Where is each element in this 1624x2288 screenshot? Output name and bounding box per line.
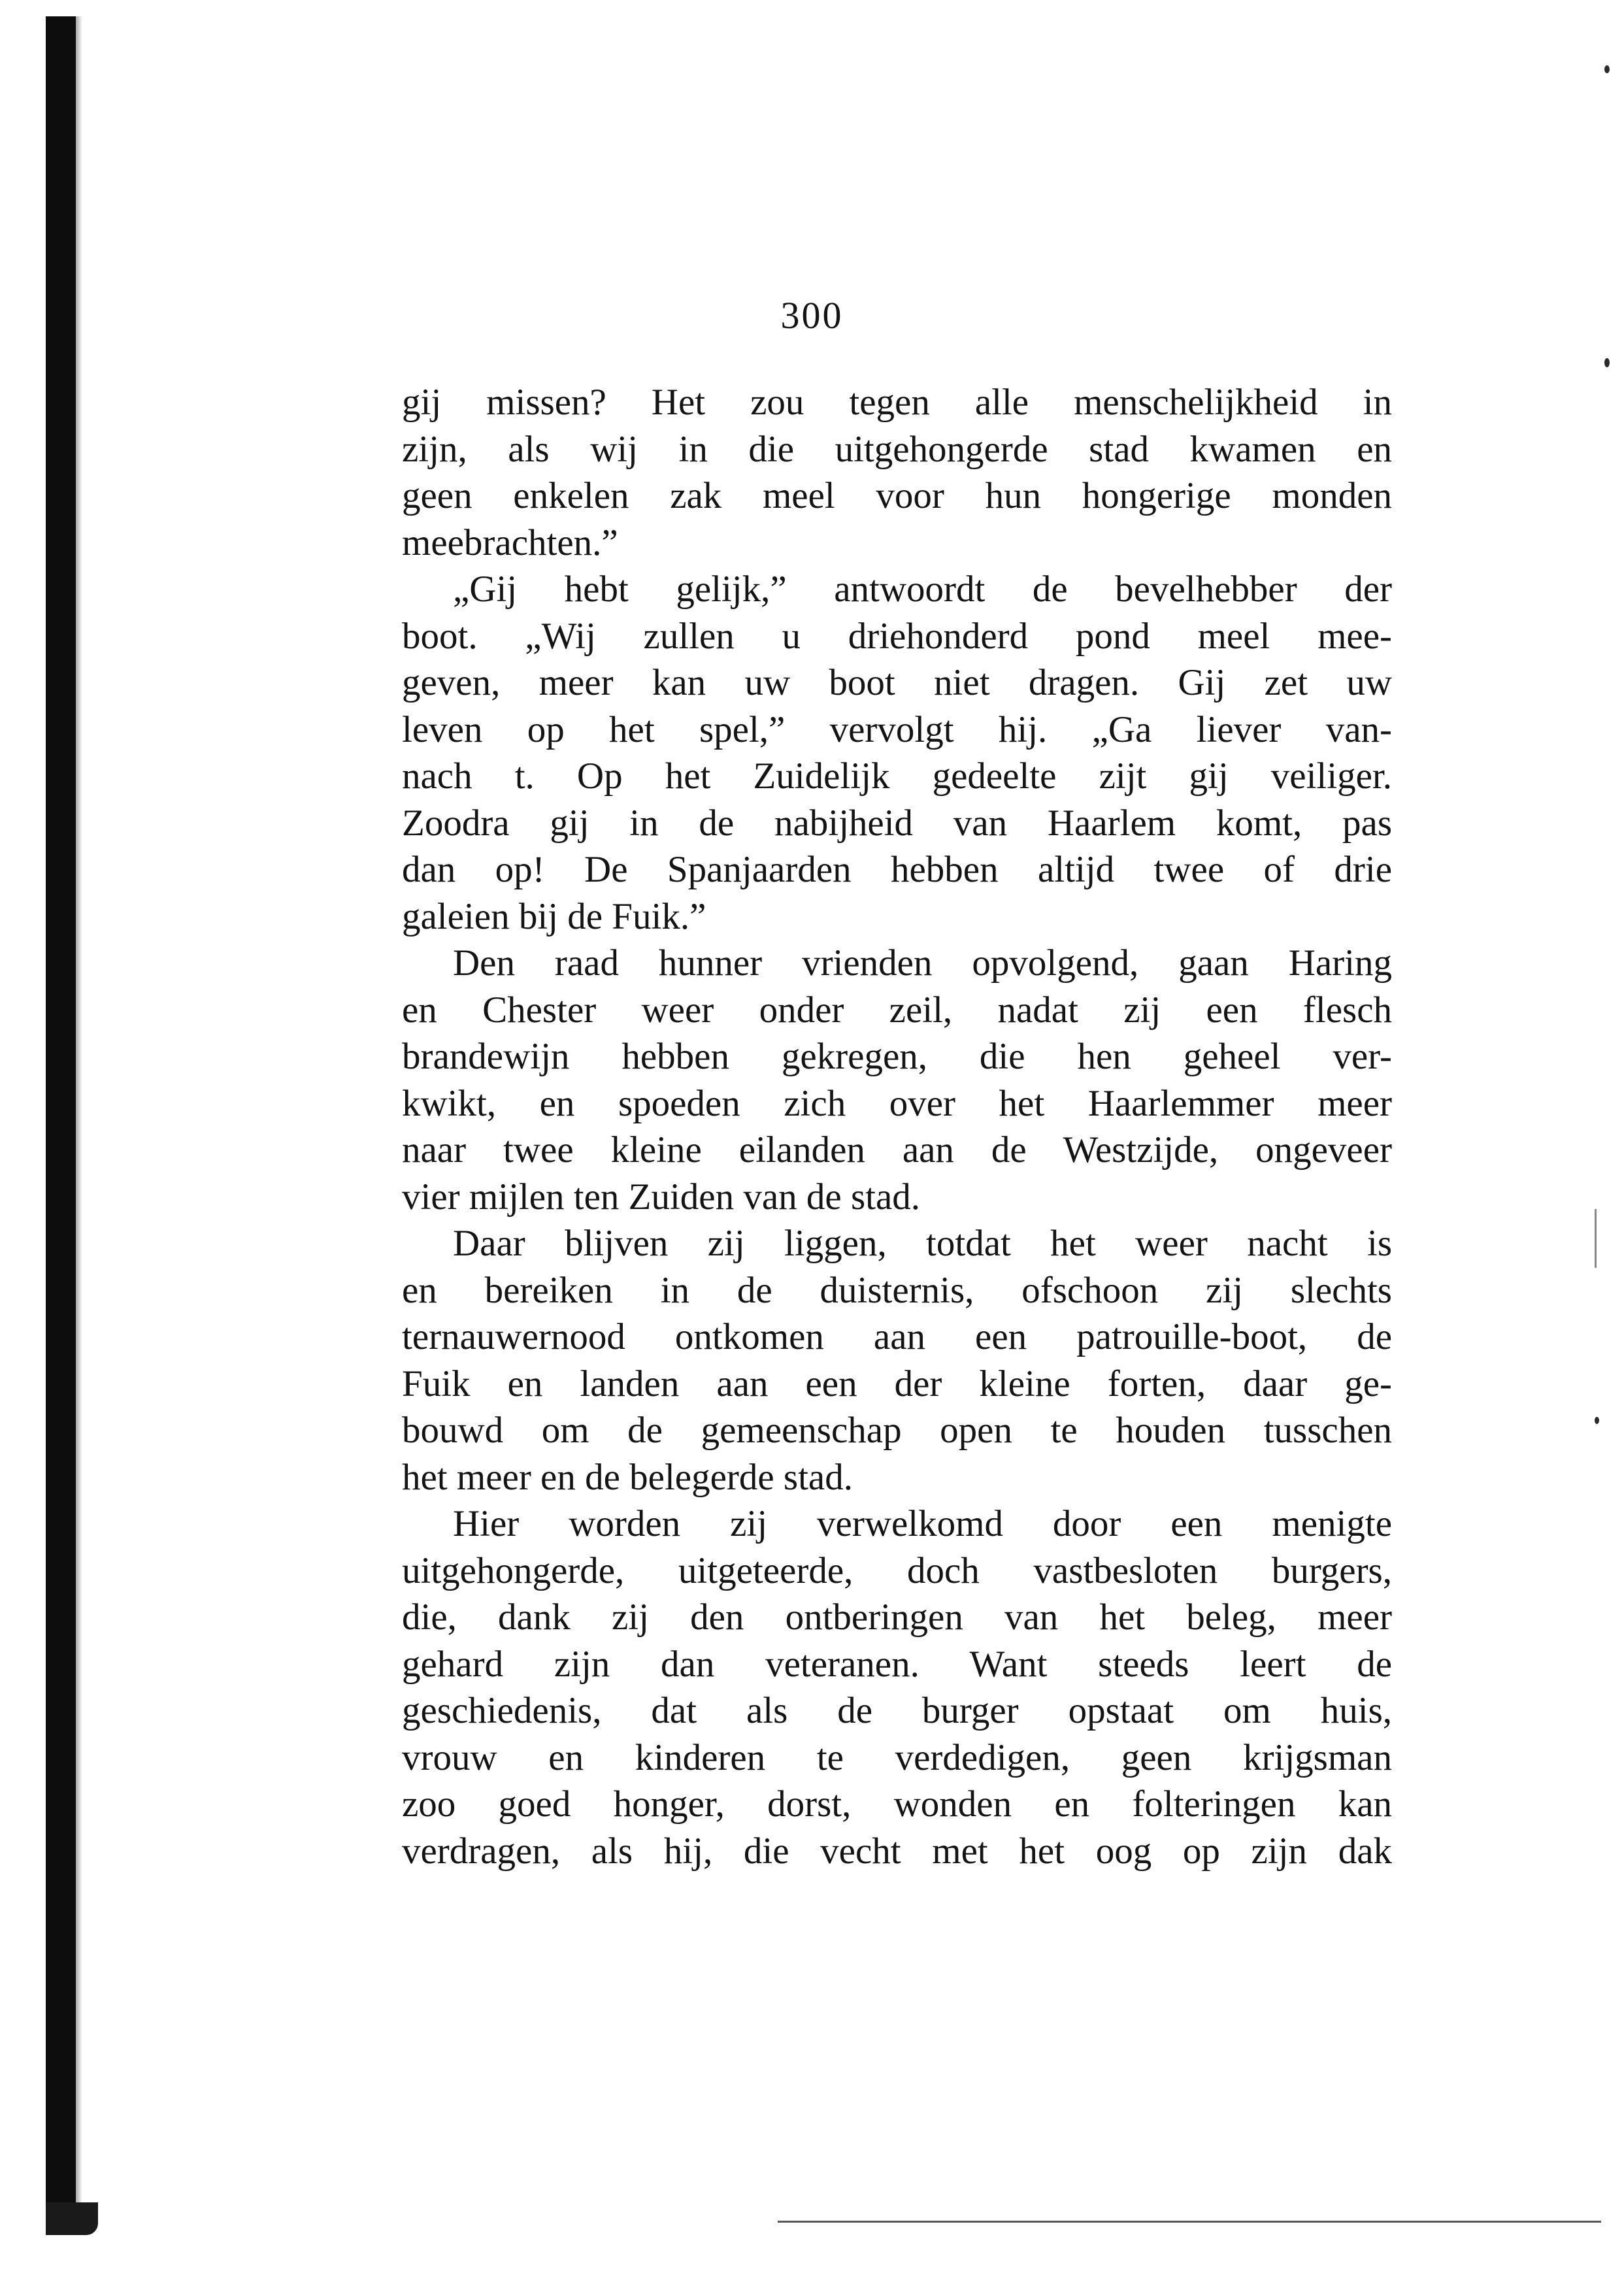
text-line: Den raad hunner vrienden opvolgend, gaan Haring — [453, 942, 1392, 984]
text-line: dan op! De Spanjaarden hebben altijd twee of drie — [402, 849, 1392, 890]
text-line: vier mijlen ten Zuiden van de stad. — [402, 1176, 921, 1218]
text-line: geven, meer kan uw boot niet dragen. Gij zet uw — [402, 662, 1392, 703]
text-line: naar twee kleine eilanden aan de Westzijde, ongeveer — [402, 1129, 1392, 1170]
text-line: brandewijn hebben gekregen, die hen geheel ver- — [402, 1036, 1392, 1077]
text-line: leven op het spel,” vervolgt hij. „Ga liever van- — [402, 708, 1392, 750]
text-line: nach t. Op het Zuidelijk gedeelte zijt gij veiliger. — [402, 755, 1392, 797]
page-number: 300 — [780, 294, 844, 337]
text-line: bouwd om de gemeenschap open te houden tusschen — [402, 1410, 1392, 1451]
text-line: Fuik en landen aan een der kleine forten, daar ge- — [402, 1363, 1392, 1404]
text-line: meebrachten.” — [402, 522, 618, 563]
binding-edge — [46, 16, 76, 2206]
text-line: geschiedenis, dat als de burger opstaat om huis, — [402, 1690, 1392, 1731]
text-line: Hier worden zij verwelkomd door een menigte — [453, 1503, 1392, 1544]
scan-speck — [1595, 1417, 1599, 1424]
text-line: vrouw en kinderen te verdedigen, geen krijgsman — [402, 1736, 1392, 1778]
text-line: die, dank zij den ontberingen van het beleg, meer — [402, 1597, 1392, 1638]
text-line: het meer en de belegerde stad. — [402, 1456, 853, 1498]
text-line: en bereiken in de duisternis, ofschoon zij slechts — [402, 1269, 1392, 1311]
text-line: zijn, als wij in die uitgehongerde stad kwamen en — [402, 428, 1392, 470]
text-line: galeien bij de Fuik.” — [402, 895, 706, 937]
text-line: Zoodra gij in de nabijheid van Haarlem komt, pas — [402, 802, 1392, 844]
text-line: ternauwernood ontkomen aan een patrouille-boot, de — [402, 1316, 1392, 1357]
scan-edge-mark — [1595, 1209, 1597, 1268]
text-line: uitgehongerde, uitgeteerde, doch vastbesloten burgers, — [402, 1550, 1392, 1591]
scan-speck — [1604, 65, 1610, 73]
text-line: kwikt, en spoeden zich over het Haarlemmer meer — [402, 1082, 1392, 1124]
bottom-edge-rule — [778, 2221, 1601, 2223]
text-line: en Chester weer onder zeil, nadat zij een flesch — [402, 989, 1392, 1031]
scan-speck — [1604, 358, 1610, 367]
text-line: geen enkelen zak meel voor hun hongerige monden — [402, 475, 1392, 516]
text-line: gehard zijn dan veteranen. Want steeds leert de — [402, 1643, 1392, 1685]
text-line: gij missen? Het zou tegen alle menschelijkheid in — [402, 382, 1392, 423]
body-text — [402, 379, 1392, 1874]
text-line: boot. „Wij zullen u driehonderd pond meel mee- — [402, 615, 1392, 657]
text-line: verdragen, als hij, die vecht met het oog op zijn dak — [402, 1830, 1392, 1872]
text-line: „Gij hebt gelijk,” antwoordt de bevelhebber der — [453, 569, 1392, 610]
binding-foot — [46, 2202, 98, 2235]
text-line: Daar blijven zij liggen, totdat het weer nacht is — [453, 1223, 1392, 1264]
binding-shadow — [76, 16, 82, 2232]
text-line: zoo goed honger, dorst, wonden en folteringen kan — [402, 1783, 1392, 1825]
